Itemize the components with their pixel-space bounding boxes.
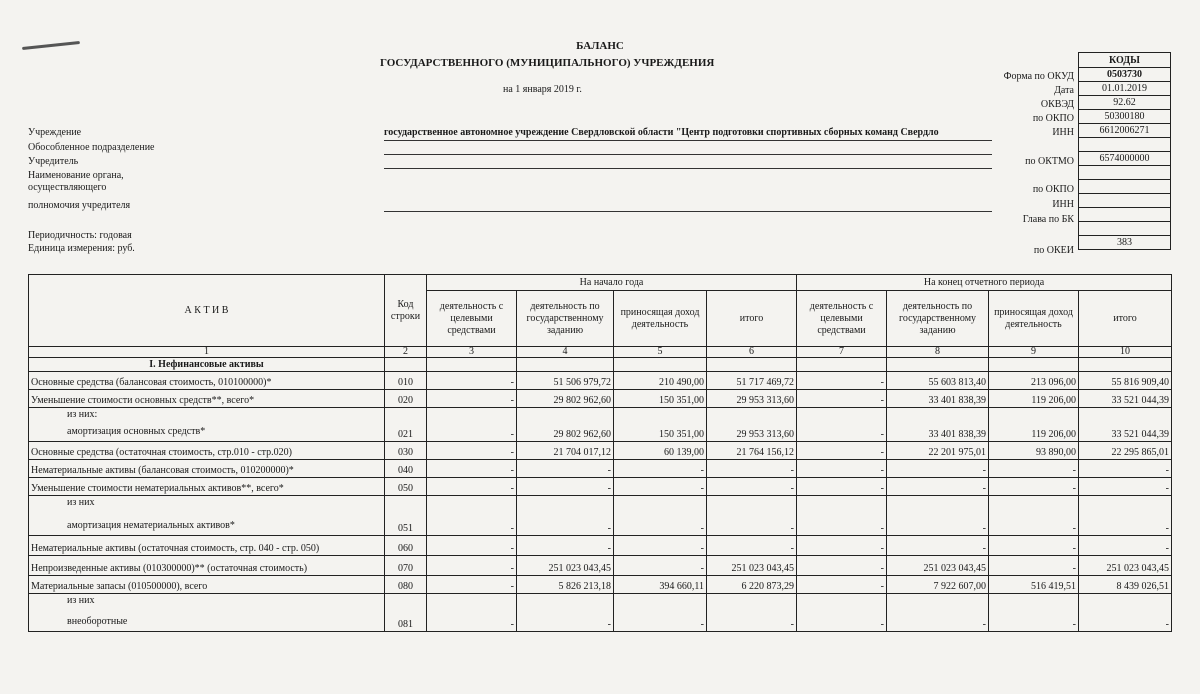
row-value: - [797, 408, 887, 442]
label-periodicity: Периодичность: годовая [28, 230, 132, 241]
row-value: - [887, 594, 989, 632]
header-income-end: приносящая доход деятельность [989, 291, 1079, 347]
table-row [29, 390, 1172, 408]
row-value: - [989, 478, 1079, 496]
row-name [29, 594, 385, 632]
row-value: - [517, 460, 614, 478]
row-value: - [1079, 536, 1172, 556]
row-value: - [989, 460, 1079, 478]
row-value: 251 023 043,45 [1079, 556, 1172, 576]
row-value: - [707, 478, 797, 496]
label-unit: Единица измерения: руб. [28, 243, 135, 254]
label-date: Дата [1054, 85, 1074, 96]
row-value: 394 660,11 [614, 576, 707, 594]
label-institution: Учреждение [28, 127, 82, 138]
row-name: Основные средства (остаточная стоимость, стр.010 - стр.020) [29, 442, 385, 460]
row-value: - [989, 556, 1079, 576]
row-value: - [427, 408, 517, 442]
label-okud: Форма по ОКУД [1003, 71, 1074, 82]
row-value: - [707, 594, 797, 632]
row-value: - [797, 556, 887, 576]
row-value: 119 206,00 [989, 390, 1079, 408]
row-name-sub: амортизация основных средств* [67, 426, 206, 437]
table-row [29, 442, 1172, 460]
row-name [29, 408, 385, 442]
row-value: 29 953 313,60 [707, 408, 797, 442]
row-value: - [797, 576, 887, 594]
row-name-prefix: из них: [67, 409, 98, 420]
row-value: - [989, 496, 1079, 536]
code-glava [1079, 208, 1171, 222]
row-value: 251 023 043,45 [707, 556, 797, 576]
header-state-task-end: деятельность по государственному заданию [887, 291, 989, 347]
row-value: - [707, 496, 797, 536]
row-name: Уменьшение стоимости основных средств**, всего* [29, 390, 385, 408]
header-targeted: деятельность с целевыми средствами [427, 291, 517, 347]
code-oktmo: 6574000000 [1079, 152, 1171, 166]
row-value: - [517, 496, 614, 536]
row-value: - [797, 536, 887, 556]
row-value: 6 220 873,29 [707, 576, 797, 594]
section-row [29, 358, 1172, 372]
row-value: - [427, 594, 517, 632]
table-row [29, 372, 1172, 390]
code-blank-3 [1079, 222, 1171, 236]
col-number: 8 [887, 347, 989, 358]
column-numbers-row [29, 347, 1172, 358]
row-code: 020 [385, 390, 427, 408]
row-value: 55 816 909,40 [1079, 372, 1172, 390]
header-total: итого [707, 291, 797, 347]
row-value: 21 704 017,12 [517, 442, 614, 460]
col-number: 5 [614, 347, 707, 358]
row-value: - [707, 460, 797, 478]
row-name-prefix: из них [67, 595, 95, 606]
report-subtitle: ГОСУДАРСТВЕННОГО (МУНИЦИПАЛЬНОГО) УЧРЕЖДЕНИЯ [380, 57, 715, 69]
label-authority-1: Наименование органа, [28, 170, 124, 181]
row-value: - [427, 460, 517, 478]
row-value: - [1079, 460, 1172, 478]
row-value: - [797, 390, 887, 408]
row-code: 060 [385, 536, 427, 556]
header-total-end: итого [1079, 291, 1172, 347]
table-row [29, 408, 1172, 442]
row-name: Материальные запасы (010500000), всего [29, 576, 385, 594]
label-inn-2: ИНН [1052, 199, 1074, 210]
row-value: 213 096,00 [989, 372, 1079, 390]
row-value: 29 953 313,60 [707, 390, 797, 408]
row-value: 150 351,00 [614, 408, 707, 442]
label-okei: по ОКЕИ [1033, 245, 1074, 256]
row-value: - [1079, 478, 1172, 496]
header-start-of-year: На начало года [427, 275, 797, 291]
label-okpo: по ОКПО [1032, 113, 1074, 124]
row-value: - [797, 460, 887, 478]
code-date: 01.01.2019 [1079, 82, 1171, 96]
label-founder: Учредитель [28, 156, 79, 167]
header-end-of-period: На конец отчетного периода [797, 275, 1172, 291]
row-value: - [614, 594, 707, 632]
institution-name: государственное автономное учреждение Свердловской области "Центр подготовки спортивных сборных команд Свердло [384, 127, 939, 138]
row-value: - [989, 594, 1079, 632]
row-value: 29 802 962,60 [517, 390, 614, 408]
row-value: - [427, 390, 517, 408]
row-name-sub: амортизация нематериальных активов* [67, 520, 235, 531]
row-code: 010 [385, 372, 427, 390]
row-value: - [427, 556, 517, 576]
row-value: 5 826 213,18 [517, 576, 614, 594]
report-title: БАЛАНС [576, 40, 624, 52]
row-value: 55 603 813,40 [887, 372, 989, 390]
code-okpo: 50300180 [1079, 110, 1171, 124]
col-number: 9 [989, 347, 1079, 358]
row-value: 251 023 043,45 [887, 556, 989, 576]
row-name: Нематериальные активы (остаточная стоимость, стр. 040 - стр. 050) [29, 536, 385, 556]
row-value: - [887, 496, 989, 536]
row-value: 8 439 026,51 [1079, 576, 1172, 594]
row-value: - [517, 536, 614, 556]
row-code: 021 [385, 408, 427, 442]
row-value: 22 295 865,01 [1079, 442, 1172, 460]
row-value: - [989, 536, 1079, 556]
row-value: - [797, 594, 887, 632]
row-value: 210 490,00 [614, 372, 707, 390]
table-row [29, 496, 1172, 536]
header-income: приносящая доход деятельность [614, 291, 707, 347]
header-targeted-end: деятельность с целевыми средствами [797, 291, 887, 347]
label-okpo-2: по ОКПО [1032, 184, 1074, 195]
row-value: - [887, 478, 989, 496]
table-row [29, 536, 1172, 556]
code-inn-2 [1079, 194, 1171, 208]
row-value: 251 023 043,45 [517, 556, 614, 576]
row-code: 050 [385, 478, 427, 496]
col-number: 7 [797, 347, 887, 358]
row-value: 33 521 044,39 [1079, 408, 1172, 442]
code-blank [1079, 138, 1171, 152]
row-name-sub: внеоборотные [67, 616, 128, 627]
code-okpo-2 [1079, 180, 1171, 194]
row-value: 33 401 838,39 [887, 390, 989, 408]
row-value: - [517, 478, 614, 496]
row-value: - [427, 372, 517, 390]
row-code: 051 [385, 496, 427, 536]
header-state-task: деятельность по государственному заданию [517, 291, 614, 347]
report-date: на 1 января 2019 г. [503, 84, 582, 95]
row-value: 29 802 962,60 [517, 408, 614, 442]
row-code: 040 [385, 460, 427, 478]
code-inn: 6612006271 [1079, 124, 1171, 138]
col-number: 1 [29, 347, 385, 358]
row-code: 070 [385, 556, 427, 576]
row-code: 081 [385, 594, 427, 632]
section-title: I. Нефинансовые активы [29, 358, 385, 372]
row-code: 030 [385, 442, 427, 460]
row-name: Уменьшение стоимости нематериальных активов**, всего* [29, 478, 385, 496]
row-value: - [517, 594, 614, 632]
col-number: 6 [707, 347, 797, 358]
row-value: - [797, 372, 887, 390]
label-authority-3: полномочия учредителя [28, 200, 131, 211]
row-value: 119 206,00 [989, 408, 1079, 442]
balance-table [28, 274, 1172, 632]
row-name [29, 496, 385, 536]
row-value: 60 139,00 [614, 442, 707, 460]
row-value: - [614, 460, 707, 478]
row-name: Непроизведенные активы (010300000)** (остаточная стоимость) [29, 556, 385, 576]
row-value: 21 764 156,12 [707, 442, 797, 460]
row-value: 51 717 469,72 [707, 372, 797, 390]
code-blank-2 [1079, 166, 1171, 180]
row-value: - [427, 442, 517, 460]
table-row [29, 556, 1172, 576]
row-name-prefix: из них [67, 497, 95, 508]
col-number: 2 [385, 347, 427, 358]
row-value: - [427, 576, 517, 594]
codes-header: КОДЫ [1079, 53, 1171, 68]
code-okved: 92.62 [1079, 96, 1171, 110]
row-value: - [614, 478, 707, 496]
row-value: - [797, 442, 887, 460]
row-value: - [707, 536, 797, 556]
row-value: - [427, 496, 517, 536]
row-value: - [797, 496, 887, 536]
label-authority-2: осуществляющего [28, 182, 107, 193]
table-row [29, 460, 1172, 478]
label-oktmo: по ОКТМО [1025, 156, 1074, 167]
row-value: 150 351,00 [614, 390, 707, 408]
row-name: Основные средства (балансовая стоимость, 010100000)* [29, 372, 385, 390]
row-value: - [887, 460, 989, 478]
row-name: Нематериальные активы (балансовая стоимость, 010200000)* [29, 460, 385, 478]
row-code: 080 [385, 576, 427, 594]
code-okud: 0503730 [1079, 68, 1171, 82]
row-value: 516 419,51 [989, 576, 1079, 594]
row-value: - [614, 556, 707, 576]
row-value: - [1079, 594, 1172, 632]
row-value: - [427, 478, 517, 496]
row-value: - [427, 536, 517, 556]
row-value: - [614, 496, 707, 536]
header-code: Код строки [385, 275, 427, 347]
row-value: - [1079, 496, 1172, 536]
row-value: - [887, 536, 989, 556]
code-okei: 383 [1079, 236, 1171, 250]
row-value: 7 922 607,00 [887, 576, 989, 594]
label-inn: ИНН [1052, 127, 1074, 138]
label-glava: Глава по БК [1022, 214, 1074, 225]
row-value: 51 506 979,72 [517, 372, 614, 390]
header-asset: А К Т И В [29, 275, 385, 347]
table-row [29, 594, 1172, 632]
col-number: 4 [517, 347, 614, 358]
table-row [29, 478, 1172, 496]
row-value: - [797, 478, 887, 496]
row-value: 33 521 044,39 [1079, 390, 1172, 408]
col-number: 10 [1079, 347, 1172, 358]
row-value: - [614, 536, 707, 556]
row-value: 22 201 975,01 [887, 442, 989, 460]
row-value: 33 401 838,39 [887, 408, 989, 442]
codes-table [1078, 52, 1171, 250]
table-row [29, 576, 1172, 594]
label-okved: ОКВЭД [1040, 99, 1074, 110]
row-value: 93 890,00 [989, 442, 1079, 460]
col-number: 3 [427, 347, 517, 358]
label-subdivision: Обособленное подразделение [28, 142, 155, 153]
